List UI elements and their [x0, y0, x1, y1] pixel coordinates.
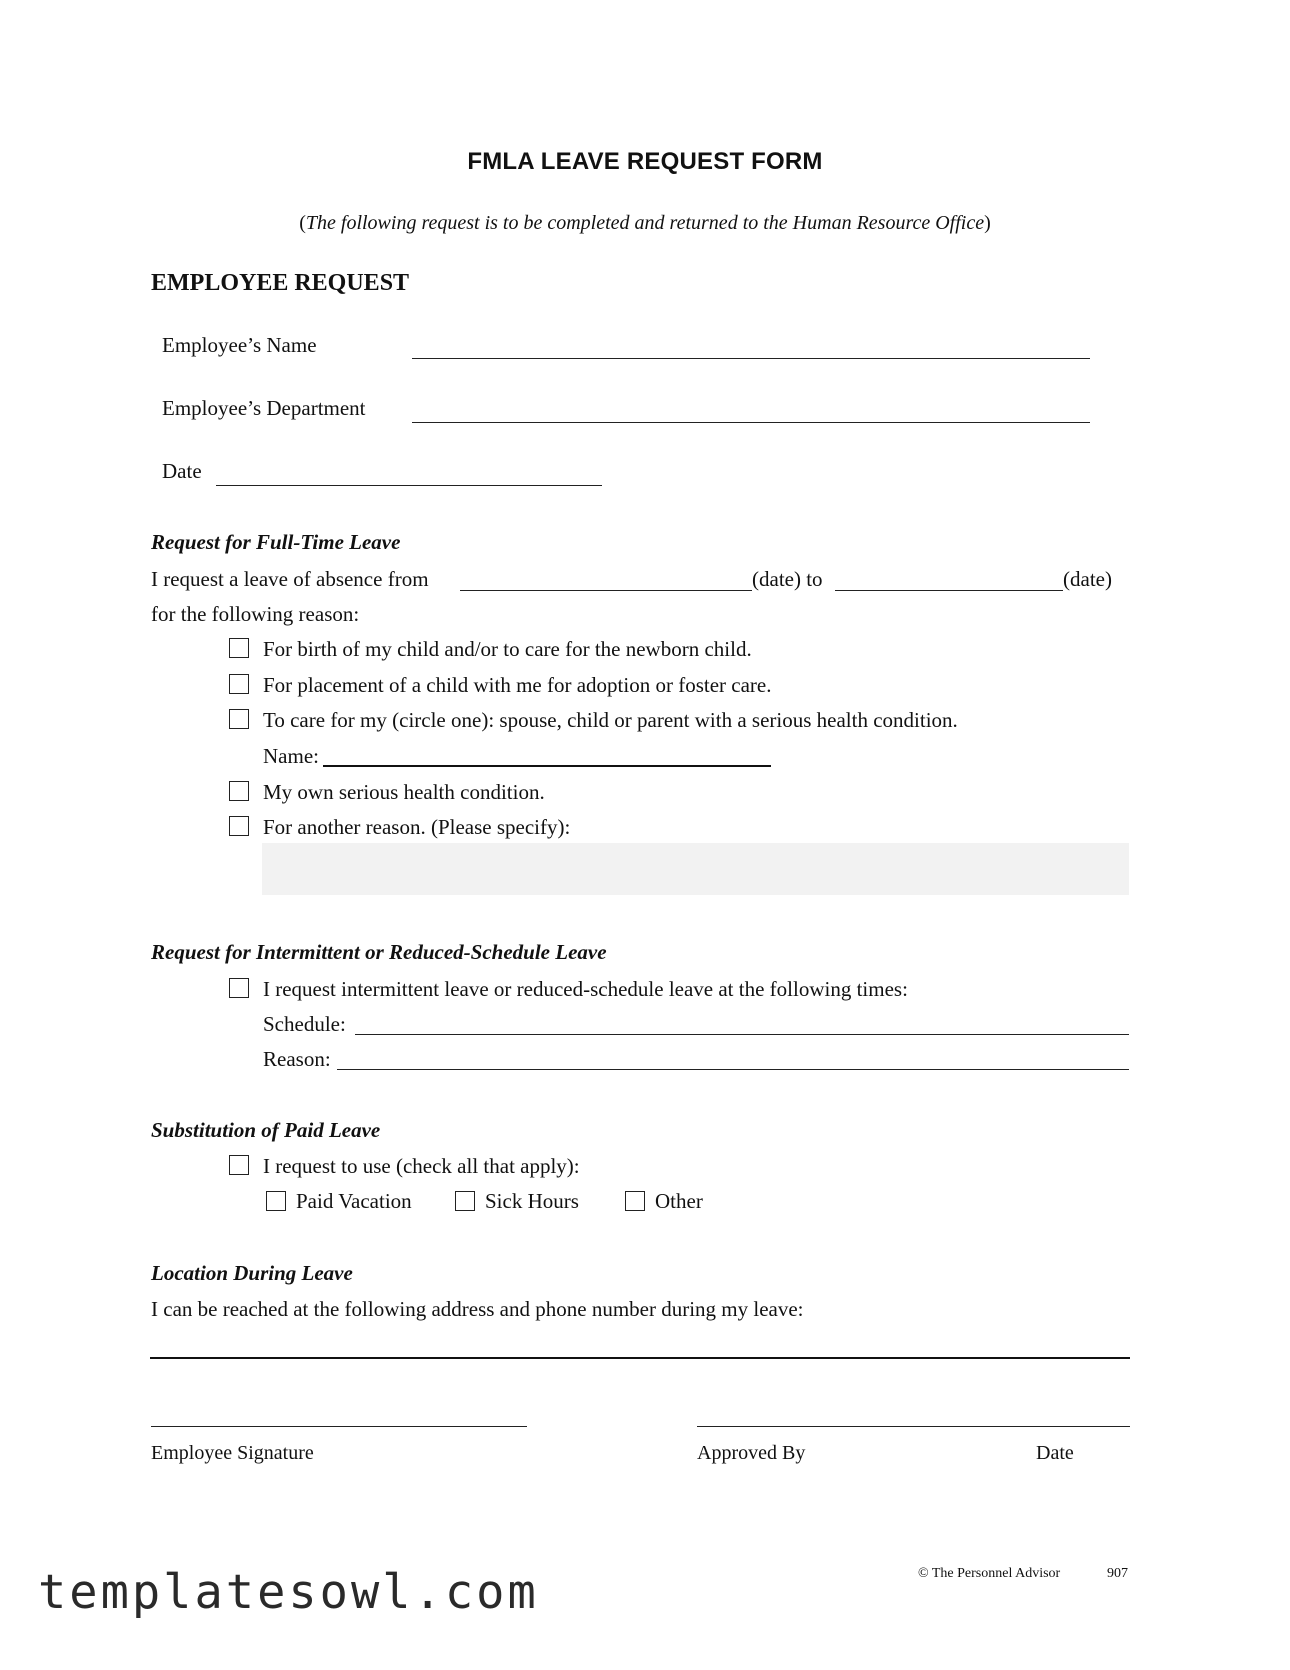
employee-department-label: Employee’s Department [162, 396, 366, 420]
employee-signature-label: Employee Signature [151, 1442, 314, 1464]
leave-date-to-label: (date) to [752, 567, 823, 591]
approval-signature-field[interactable] [697, 1426, 1130, 1427]
section-heading-employee-request: EMPLOYEE REQUEST [151, 270, 410, 296]
employee-department-field[interactable] [412, 422, 1090, 423]
section-heading-full-time-leave: Request for Full-Time Leave [151, 530, 401, 554]
family-member-name-label: Name: [263, 744, 319, 768]
reason-birth-label: For birth of my child and/or to care for the newborn child. [263, 637, 752, 661]
leave-start-date-field[interactable] [460, 590, 752, 591]
intermittent-reason-label: Reason: [263, 1047, 331, 1071]
leave-end-date-field[interactable] [835, 590, 1063, 591]
date-field[interactable] [216, 485, 602, 486]
date-label: Date [162, 459, 202, 483]
employee-name-field[interactable] [412, 358, 1090, 359]
other-paid-leave-label: Other [655, 1189, 703, 1213]
paid-leave-label: I request to use (check all that apply): [263, 1154, 580, 1178]
paid-vacation-checkbox[interactable] [266, 1191, 286, 1211]
reason-adoption-checkbox[interactable] [229, 674, 249, 694]
intermittent-leave-label: I request intermittent leave or reduced-schedule leave at the following times: [263, 977, 908, 1001]
reason-own-health-label: My own serious health condition. [263, 780, 545, 804]
address-phone-field[interactable] [150, 1357, 1130, 1359]
approved-by-label: Approved By [697, 1442, 806, 1464]
intermittent-leave-checkbox[interactable] [229, 978, 249, 998]
intermittent-reason-field[interactable] [337, 1069, 1129, 1070]
other-paid-leave-checkbox[interactable] [625, 1191, 645, 1211]
reason-other-label: For another reason. (Please specify): [263, 815, 571, 839]
schedule-field[interactable] [355, 1034, 1129, 1035]
site-watermark: templatesowl.com [38, 1565, 539, 1620]
paid-leave-checkbox[interactable] [229, 1155, 249, 1175]
location-description: I can be reached at the following address and phone number during my leave: [151, 1297, 804, 1321]
reason-intro: for the following reason: [151, 602, 360, 626]
form-title: FMLA LEAVE REQUEST FORM [467, 148, 823, 175]
reason-own-health-checkbox[interactable] [229, 781, 249, 801]
reason-family-care-checkbox[interactable] [229, 709, 249, 729]
sick-hours-checkbox[interactable] [455, 1191, 475, 1211]
reason-other-checkbox[interactable] [229, 816, 249, 836]
approval-date-label: Date [1036, 1442, 1074, 1464]
reason-birth-checkbox[interactable] [229, 638, 249, 658]
reason-adoption-label: For placement of a child with me for adoption or foster care. [263, 673, 772, 697]
paid-vacation-label: Paid Vacation [296, 1189, 412, 1213]
reason-family-care-label: To care for my (circle one): spouse, child or parent with a serious health condition. [263, 708, 958, 732]
schedule-label: Schedule: [263, 1012, 346, 1036]
section-heading-location: Location During Leave [151, 1261, 353, 1285]
other-reason-field[interactable] [262, 843, 1129, 895]
form-subtitle: (The following request is to be completed and returned to the Human Resource Office) [299, 212, 991, 234]
employee-signature-field[interactable] [151, 1426, 527, 1427]
leave-from-label: I request a leave of absence from [151, 567, 429, 591]
form-number: 907 [1107, 1566, 1128, 1581]
sick-hours-label: Sick Hours [485, 1189, 579, 1213]
leave-date-label: (date) [1063, 567, 1112, 591]
employee-name-label: Employee’s Name [162, 333, 317, 357]
family-member-name-field[interactable] [323, 765, 771, 767]
section-heading-intermittent-leave: Request for Intermittent or Reduced-Schedule Leave [151, 940, 607, 964]
copyright-notice: © The Personnel Advisor [918, 1566, 1061, 1581]
section-heading-paid-leave: Substitution of Paid Leave [151, 1118, 381, 1142]
